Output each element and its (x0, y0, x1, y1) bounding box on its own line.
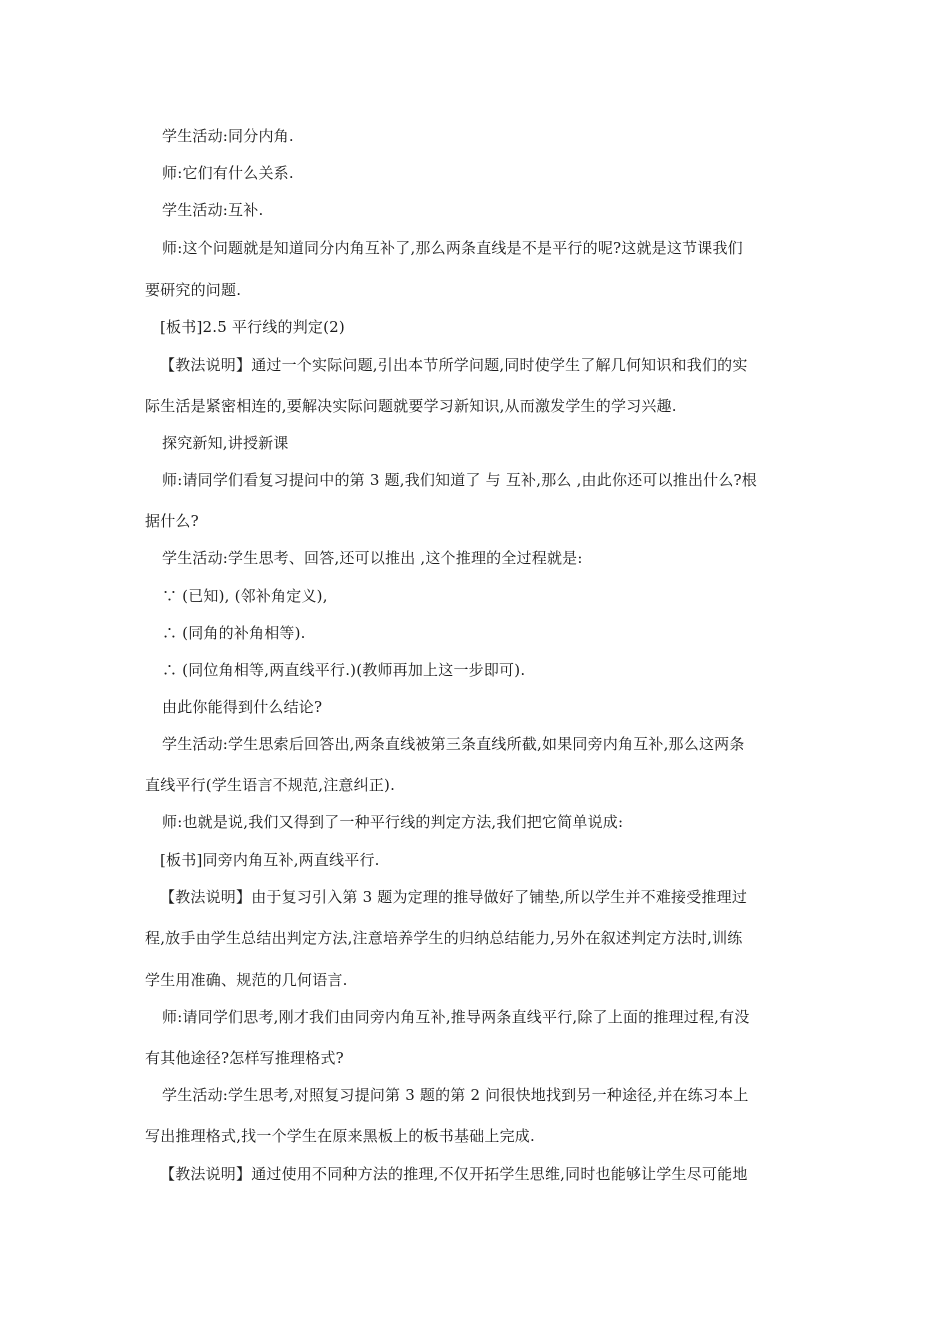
proof-line: ∴ (同角的补角相等). (162, 624, 306, 642)
proof-line: ∴ (同位角相等,两直线平行.)(教师再加上这一步即可). (162, 661, 526, 679)
paragraph-line: 学生活动:学生思考、回答,还可以推出 ,这个推理的全过程就是: (162, 549, 583, 567)
paragraph-line: 据什么? (145, 512, 199, 530)
paragraph-line: 师:请同学们思考,刚才我们由同旁内角互补,推导两条直线平行,除了上面的推理过程,有没 (162, 1008, 750, 1026)
paragraph-line: 写出推理格式,找一个学生在原来黑板上的板书基础上完成. (145, 1127, 535, 1145)
paragraph-line: 际生活是紧密相连的,要解决实际问题就要学习新知识,从而激发学生的学习兴趣. (145, 397, 677, 415)
paragraph-line: 学生活动:同分内角. (162, 127, 294, 145)
paragraph-line: 学生活动:互补. (162, 201, 264, 219)
paragraph-line: 学生用准确、规范的几何语言. (145, 971, 348, 989)
board-note-line: [板书]同旁内角互补,两直线平行. (160, 851, 380, 869)
teaching-note-line: 【教法说明】通过使用不同种方法的推理,不仅开拓学生思维,同时也能够让学生尽可能地 (160, 1165, 748, 1183)
paragraph-line: 学生活动:学生思考,对照复习提问第 3 题的第 2 问很快地找到另一种途径,并在练习本上 (162, 1086, 749, 1104)
paragraph-line: 由此你能得到什么结论? (162, 698, 323, 716)
proof-line: ∵ (已知), (邻补角定义), (162, 587, 328, 605)
paragraph-line: 程,放手由学生总结出判定方法,注意培养学生的归纳总结能力,另外在叙述判定方法时,训练 (145, 929, 743, 947)
section-heading: 探究新知,讲授新课 (162, 434, 289, 452)
teaching-note-line: 【教法说明】由于复习引入第 3 题为定理的推导做好了铺垫,所以学生并不难接受推理过 (160, 888, 748, 906)
paragraph-line: 师:它们有什么关系. (162, 164, 294, 182)
paragraph-line: 要研究的问题. (145, 281, 242, 299)
teaching-note-line: 【教法说明】通过一个实际问题,引出本节所学问题,同时使学生了解几何知识和我们的实 (160, 356, 748, 374)
paragraph-line: 直线平行(学生语言不规范,注意纠正). (145, 776, 396, 794)
paragraph-line: 师:也就是说,我们又得到了一种平行线的判定方法,我们把它简单说成: (162, 813, 624, 831)
paragraph-line: 学生活动:学生思索后回答出,两条直线被第三条直线所截,如果同旁内角互补,那么这两条 (162, 735, 745, 753)
paragraph-line: 师:请同学们看复习提问中的第 3 题,我们知道了 与 互补,那么 ,由此你还可以推出什么?根 (162, 471, 757, 489)
board-note-line: [板书]2.5 平行线的判定(2) (160, 318, 345, 336)
paragraph-line: 有其他途径?怎样写推理格式? (145, 1049, 344, 1067)
paragraph-line: 师:这个问题就是知道同分内角互补了,那么两条直线是不是平行的呢?这就是这节课我们 (162, 239, 743, 257)
